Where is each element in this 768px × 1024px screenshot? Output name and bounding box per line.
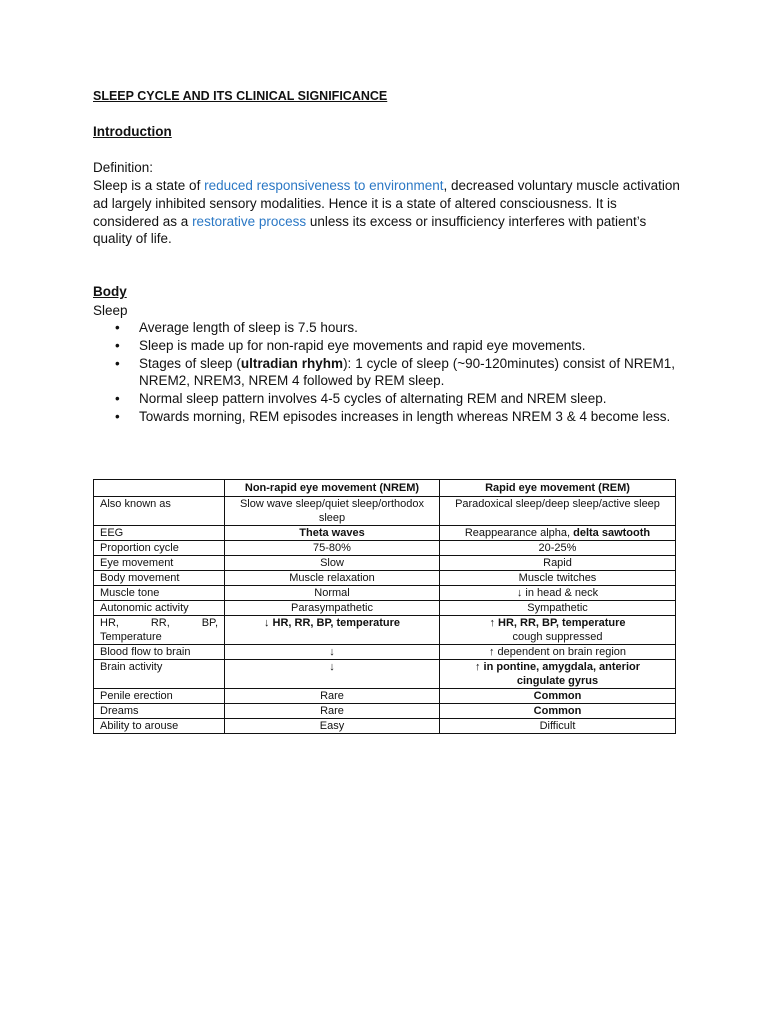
table-row (94, 704, 676, 719)
row-label: Eye movement (94, 556, 225, 571)
bullet-text: Stages of sleep ( (139, 355, 241, 371)
rem-cell: Paradoxical sleep/deep sleep/active sleep (440, 497, 676, 526)
rem-cell: ↑ in pontine, amygdala, anterior cingulate gyrus (440, 660, 676, 689)
table-row (94, 556, 676, 571)
row-label: Autonomic activity (94, 601, 225, 616)
introduction-heading: Introduction (93, 124, 172, 139)
row-label: Ability to arouse (94, 719, 225, 734)
table-row (94, 660, 676, 689)
row-label: Also known as (94, 497, 225, 526)
definition-text-1: Sleep is a state of (93, 178, 205, 193)
rem-cell: Rapid (440, 556, 676, 571)
nrem-cell: Rare (225, 704, 440, 719)
nrem-cell: Slow wave sleep/quiet sleep/orthodox sleep (225, 497, 440, 526)
table-row (94, 601, 676, 616)
rem-cell: Common (440, 704, 676, 719)
definition-paragraph (93, 177, 683, 248)
table-row (94, 571, 676, 586)
header-blank (94, 480, 225, 497)
nrem-cell: ↓ HR, RR, BP, temperature (225, 616, 440, 645)
bullet-item (93, 355, 675, 391)
row-label: EEG (94, 526, 225, 541)
nrem-cell: Parasympathetic (225, 601, 440, 616)
definition-text-3: unless its excess or insufficiency interferes with patient’s quality of life. (93, 213, 647, 247)
rem-cell-bold: delta sawtooth (573, 527, 651, 539)
nrem-cell: 75-80% (225, 541, 440, 556)
bullet-text: ): 1 cycle of sleep (~90-120minutes) consist of NREM1, NREM2, NREM3, NREM 4 followed by REM sleep. (139, 355, 676, 389)
nrem-cell: Normal (225, 586, 440, 601)
rem-cell: Sympathetic (440, 601, 676, 616)
row-label-line: HR, RR, BP, (100, 617, 218, 629)
highlight-restorative-process: restorative process (192, 213, 307, 229)
rem-cell-bold: ↑ HR, RR, BP, temperature (489, 617, 626, 629)
row-label: Blood flow to brain (94, 645, 225, 660)
row-label: Brain activity (94, 660, 225, 689)
rem-cell (440, 616, 676, 645)
row-label: Dreams (94, 704, 225, 719)
nrem-cell: ↓ (225, 660, 440, 689)
body-heading: Body (93, 284, 127, 299)
definition-text-2: , decreased voluntary muscle activation ad largely inhibited sensory modalities. Hence it is a state of altered consciousness. It is considered as a (93, 178, 680, 229)
document-title: SLEEP CYCLE AND ITS CLINICAL SIGNIFICANCE (93, 89, 388, 103)
rem-cell: 20-25% (440, 541, 676, 556)
rem-cell: ↓ in head & neck (440, 586, 676, 601)
nrem-rem-comparison-table (93, 479, 676, 734)
rem-cell: Muscle twitches (440, 571, 676, 586)
bullet-bold-term: ultradian rhyhm (240, 355, 344, 371)
bullet-item: • Sleep is made up for non-rapid eye movements and rapid eye movements. (93, 337, 675, 355)
bullet-item: • Average length of sleep is 7.5 hours. (93, 319, 675, 337)
row-label: Penile erection (94, 689, 225, 704)
table-row (94, 645, 676, 660)
row-label-line: Temperature (100, 631, 162, 643)
table-row (94, 719, 676, 734)
nrem-cell: Muscle relaxation (225, 571, 440, 586)
rem-cell: Common (440, 689, 676, 704)
definition-label: Definition: (93, 160, 154, 175)
rem-cell: ↑ dependent on brain region (440, 645, 676, 660)
table-row (94, 586, 676, 601)
header-rem: Rapid eye movement (REM) (440, 480, 676, 497)
nrem-cell: ↓ (225, 645, 440, 660)
nrem-cell: Slow (225, 556, 440, 571)
rem-cell (440, 526, 676, 541)
table-row (94, 497, 676, 526)
bullet-item: • Towards morning, REM episodes increases in length whereas NREM 3 & 4 become less. (93, 408, 675, 426)
sleep-bullet-list (93, 319, 675, 426)
row-label (94, 616, 225, 645)
highlight-reduced-responsiveness: reduced responsiveness to environment (204, 178, 444, 193)
nrem-cell: Easy (225, 719, 440, 734)
table-row (94, 541, 676, 556)
row-label: Proportion cycle (94, 541, 225, 556)
rem-cell-text: cough suppressed (512, 631, 603, 643)
table-row (94, 689, 676, 704)
table-header-row (94, 480, 676, 497)
bullet-item: • Normal sleep pattern involves 4-5 cycles of alternating REM and NREM sleep. (93, 390, 675, 408)
header-nrem: Non-rapid eye movement (NREM) (225, 480, 440, 497)
rem-cell: Difficult (440, 719, 676, 734)
table-row (94, 526, 676, 541)
rem-cell-text: Reappearance alpha, (464, 527, 574, 539)
row-label: Muscle tone (94, 586, 225, 601)
nrem-cell: Theta waves (225, 526, 440, 541)
nrem-cell: Rare (225, 689, 440, 704)
table-row (94, 616, 676, 645)
sleep-subheading: Sleep (93, 303, 128, 318)
row-label: Body movement (94, 571, 225, 586)
